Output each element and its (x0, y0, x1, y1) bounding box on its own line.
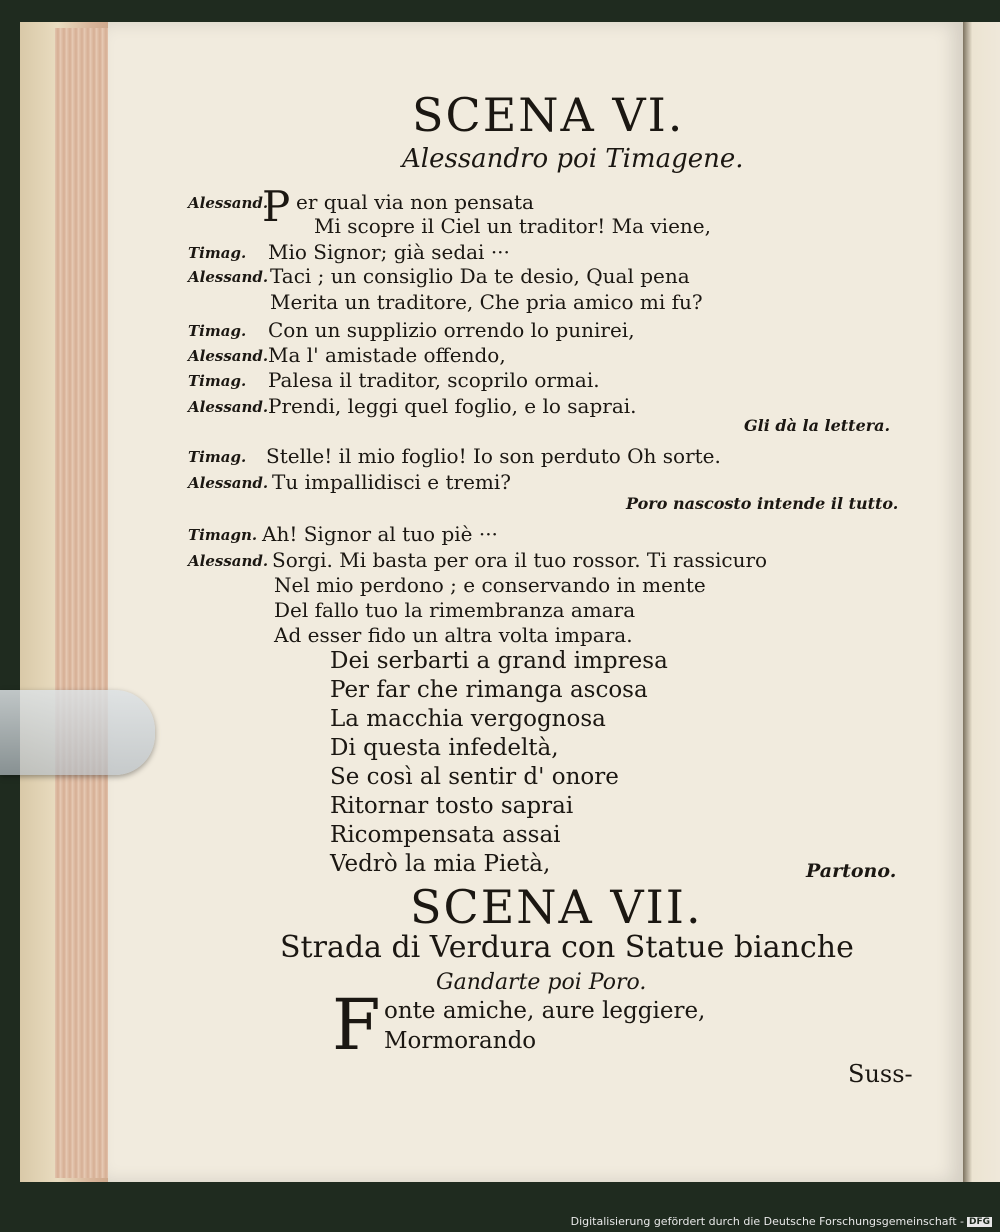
drop-cap: P (262, 182, 291, 231)
page-clip (0, 690, 155, 775)
aria-line: Per far che rimanga ascosa (330, 677, 648, 703)
aria-line: Mormorando (384, 1028, 537, 1054)
verse-line: Sorgi. Mi basta per ora il tuo rossor. Ti rassicuro (272, 548, 768, 572)
speaker-label: Alessand. (188, 268, 269, 286)
scene-7-characters: Gandarte poi Poro. (436, 970, 647, 995)
aria-line: Dei serbarti a grand impresa (330, 648, 668, 674)
verse-line: Merita un traditore, Che pria amico mi fu? (270, 290, 703, 314)
verse-line: Mio Signor; già sedai ··· (268, 240, 510, 264)
speaker-label: Timag. (188, 322, 247, 340)
verse-line: Taci ; un consiglio Da te desio, Qual pena (270, 264, 690, 288)
aria-line: Ritornar tosto saprai (330, 793, 574, 819)
verse-line: Stelle! il mio foglio! Io son perduto Oh sorte. (266, 444, 721, 468)
verse-line: er qual via non pensata (296, 190, 534, 214)
verse-line: Con un supplizio orrendo lo punirei, (268, 318, 635, 342)
speaker-label: Alessand. (188, 194, 269, 212)
drop-cap: F (332, 984, 381, 1066)
aria-line: Se così al sentir d' onore (330, 764, 619, 790)
speaker-label: Alessand. (188, 347, 269, 365)
scene-6-characters: Alessandro poi Timagene. (402, 144, 744, 174)
speaker-label: Alessand. (188, 552, 269, 570)
aria-line: La macchia vergognosa (330, 706, 606, 732)
aria-line: Vedrò la mia Pietà, (330, 851, 551, 877)
verse-line: Mi scopre il Ciel un traditor! Ma viene, (314, 214, 711, 238)
verse-line: Ma l' amistade offendo, (268, 343, 506, 367)
speaker-label: Alessand. (188, 398, 269, 416)
stage-direction: Poro nascosto intende il tutto. (626, 494, 899, 513)
page-stack-edge (55, 28, 115, 1178)
aria-line: Di questa infedeltà, (330, 735, 559, 761)
catchword: Suss- (848, 1060, 913, 1088)
speaker-label: Timag. (188, 448, 247, 466)
footer (571, 1215, 992, 1228)
speaker-label: Timagn. (188, 526, 258, 544)
verse-line: Palesa il traditor, scoprilo ormai. (268, 368, 600, 392)
verse-line: Del fallo tuo la rimembranza amara (274, 598, 636, 622)
verse-line: Prendi, leggi quel foglio, e lo saprai. (268, 394, 637, 418)
next-page-strip (963, 22, 1000, 1182)
scene-6-title: SCENA VI. (412, 88, 685, 142)
aria-line: Ricompensata assai (330, 822, 561, 848)
verse-line: Ah! Signor al tuo piè ··· (262, 522, 498, 546)
verse-line: Ad esser fido un altra volta impara. (274, 623, 633, 647)
speaker-label: Timag. (188, 244, 247, 262)
stage-direction: Gli dà la lettera. (744, 416, 891, 435)
footer-text: Digitalisierung gefördert durch die Deutsche Forschungsgemeinschaft - (570, 1215, 964, 1228)
verse-line: Nel mio perdono ; e conservando in mente (274, 573, 706, 597)
scene-7-title: SCENA VII. (410, 880, 703, 934)
dfg-logo: DFG (968, 1216, 990, 1227)
speaker-label: Timag. (188, 372, 247, 390)
verse-line: Tu impallidisci e tremi? (272, 470, 511, 494)
aria-line: onte amiche, aure leggiere, (384, 998, 706, 1024)
scene-7-setting: Strada di Verdura con Statue bianche (280, 930, 854, 965)
speaker-label: Alessand. (188, 474, 269, 492)
exit-direction: Partono. (806, 860, 897, 882)
